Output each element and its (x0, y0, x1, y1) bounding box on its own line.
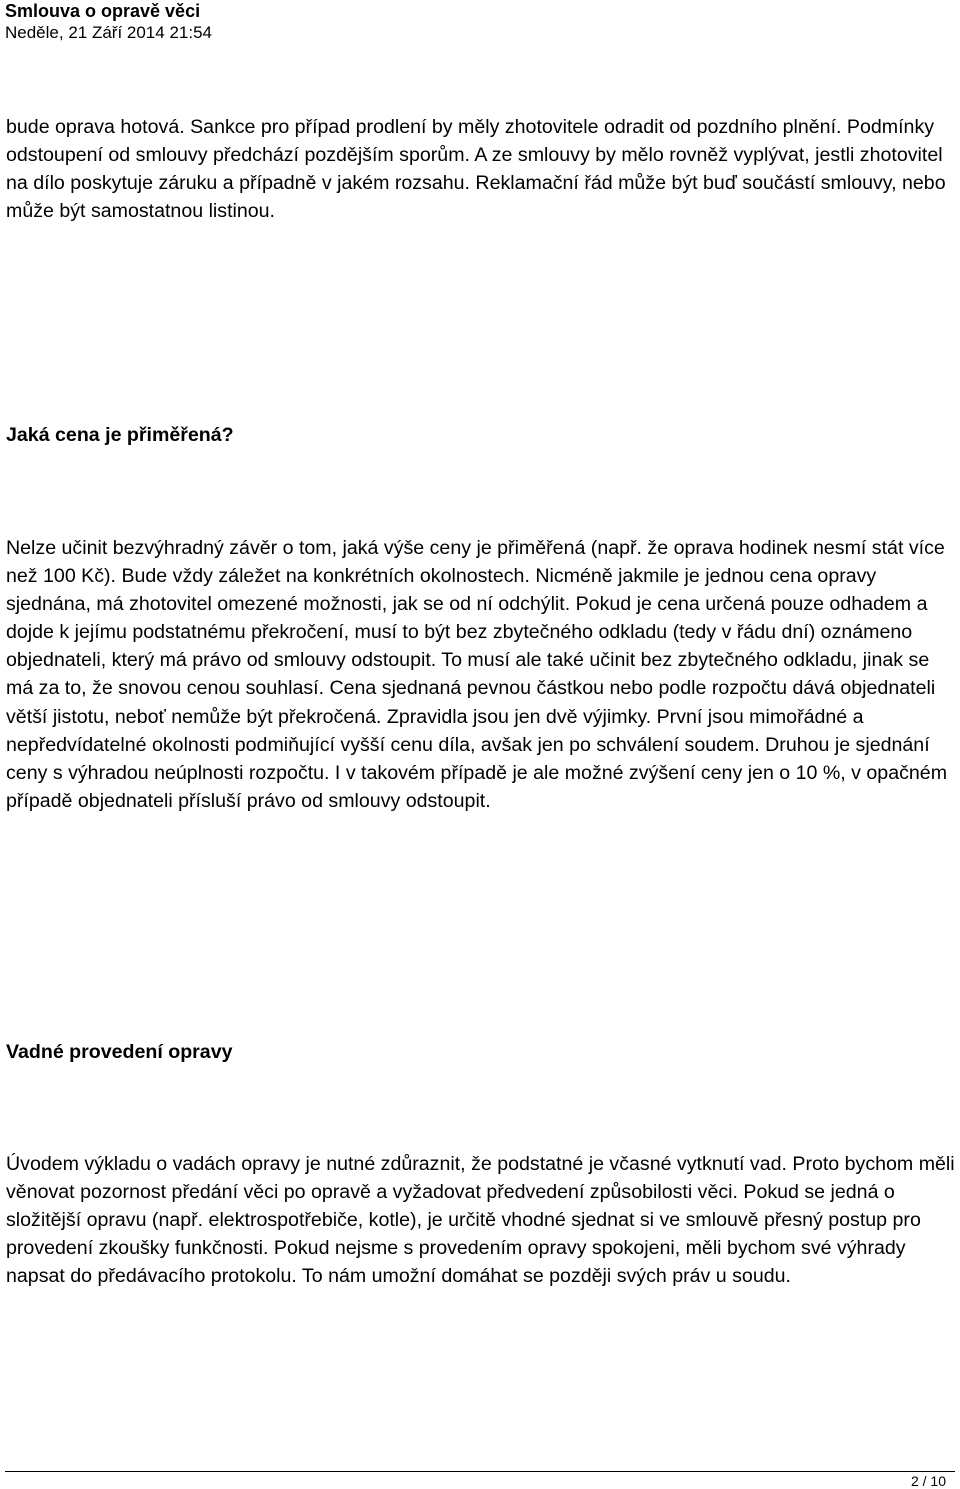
footer-divider (5, 1471, 955, 1472)
paragraph-price: Nelze učinit bezvýhradný závěr o tom, jaká výše ceny je přiměřená (např. že oprava hodinek nesmí stát více než 100 Kč). Bude vždy záležet na konkrétních okolnostech. Nicméně jakmile je jednou cena opravy sjednána, má zhotovitel omezené možnosti, jak se od ní odchýlit. Pokud je cena určená pouze odhadem a dojde k jejímu podstatnému překročení, musí to být bez zbytečného odkladu (tedy v řádu dní) oznámeno objednateli, který má právo od smlouvy odstoupit. To musí ale také učinit bez zbytečného odkladu, jinak se má za to, že snovou cenou souhlasí. Cena sjednaná pevnou částkou nebo podle rozpočtu dává objednateli větší jistotu, neboť nemůže být překročená. Zpravidla jsou jen dvě výjimky. První jsou mimořádné a nepředvídatelné okolnosti podmiňující vyšší cenu díla, avšak jen po schválení soudem. Druhou je sjednání ceny s výhradou neúplnosti rozpočtu. I v takovém případě je ale možné zvýšení ceny jen o 10 %, v opačném případě objednateli přísluší právo od smlouvy odstoupit. (6, 537, 948, 812)
page-number: 2 / 10 (910, 1473, 946, 1489)
page-header (5, 0, 955, 44)
document-title: Smlouva o opravě věci (5, 1, 201, 21)
document-date: Neděle, 21 Září 2014 21:54 (5, 23, 212, 42)
paragraph-defects: Úvodem výkladu o vadách opravy je nutné zdůraznit, že podstatné je včasné vytknutí vad. Proto bychom měli věnovat pozornost předání věci po opravě a vyžadovat předvedení způsobilosti věci. Pokud se jedná o složitější opravu (např. elektrospotřebiče, kotle), je určitě vhodné sjednat si ve smlouvě přesný postup pro provedení zkoušky funkčnosti. Pokud nejsme s provedením opravy spokojeni, měli bychom své výhrady napsat do předávacího protokolu. To nám umožní domáhat se později svých práv u soudu. (6, 1153, 955, 1288)
paragraph-intro: bude oprava hotová. Sankce pro případ prodlení by měly zhotovitele odradit od pozdního plnění. Podmínky odstoupení od smlouvy předchází pozdějším sporům. A ze smlouvy by mělo rovněž vyplývat, jestli zhotovitel na dílo poskytuje záruku a případně v jakém rozsahu. Reklamační řád může být buď součástí smlouvy, nebo může být samostatnou listinou. (6, 116, 946, 223)
section-heading-defects: Vadné provedení opravy (6, 1041, 233, 1063)
section-heading-price: Jaká cena je přiměřená? (6, 424, 234, 446)
